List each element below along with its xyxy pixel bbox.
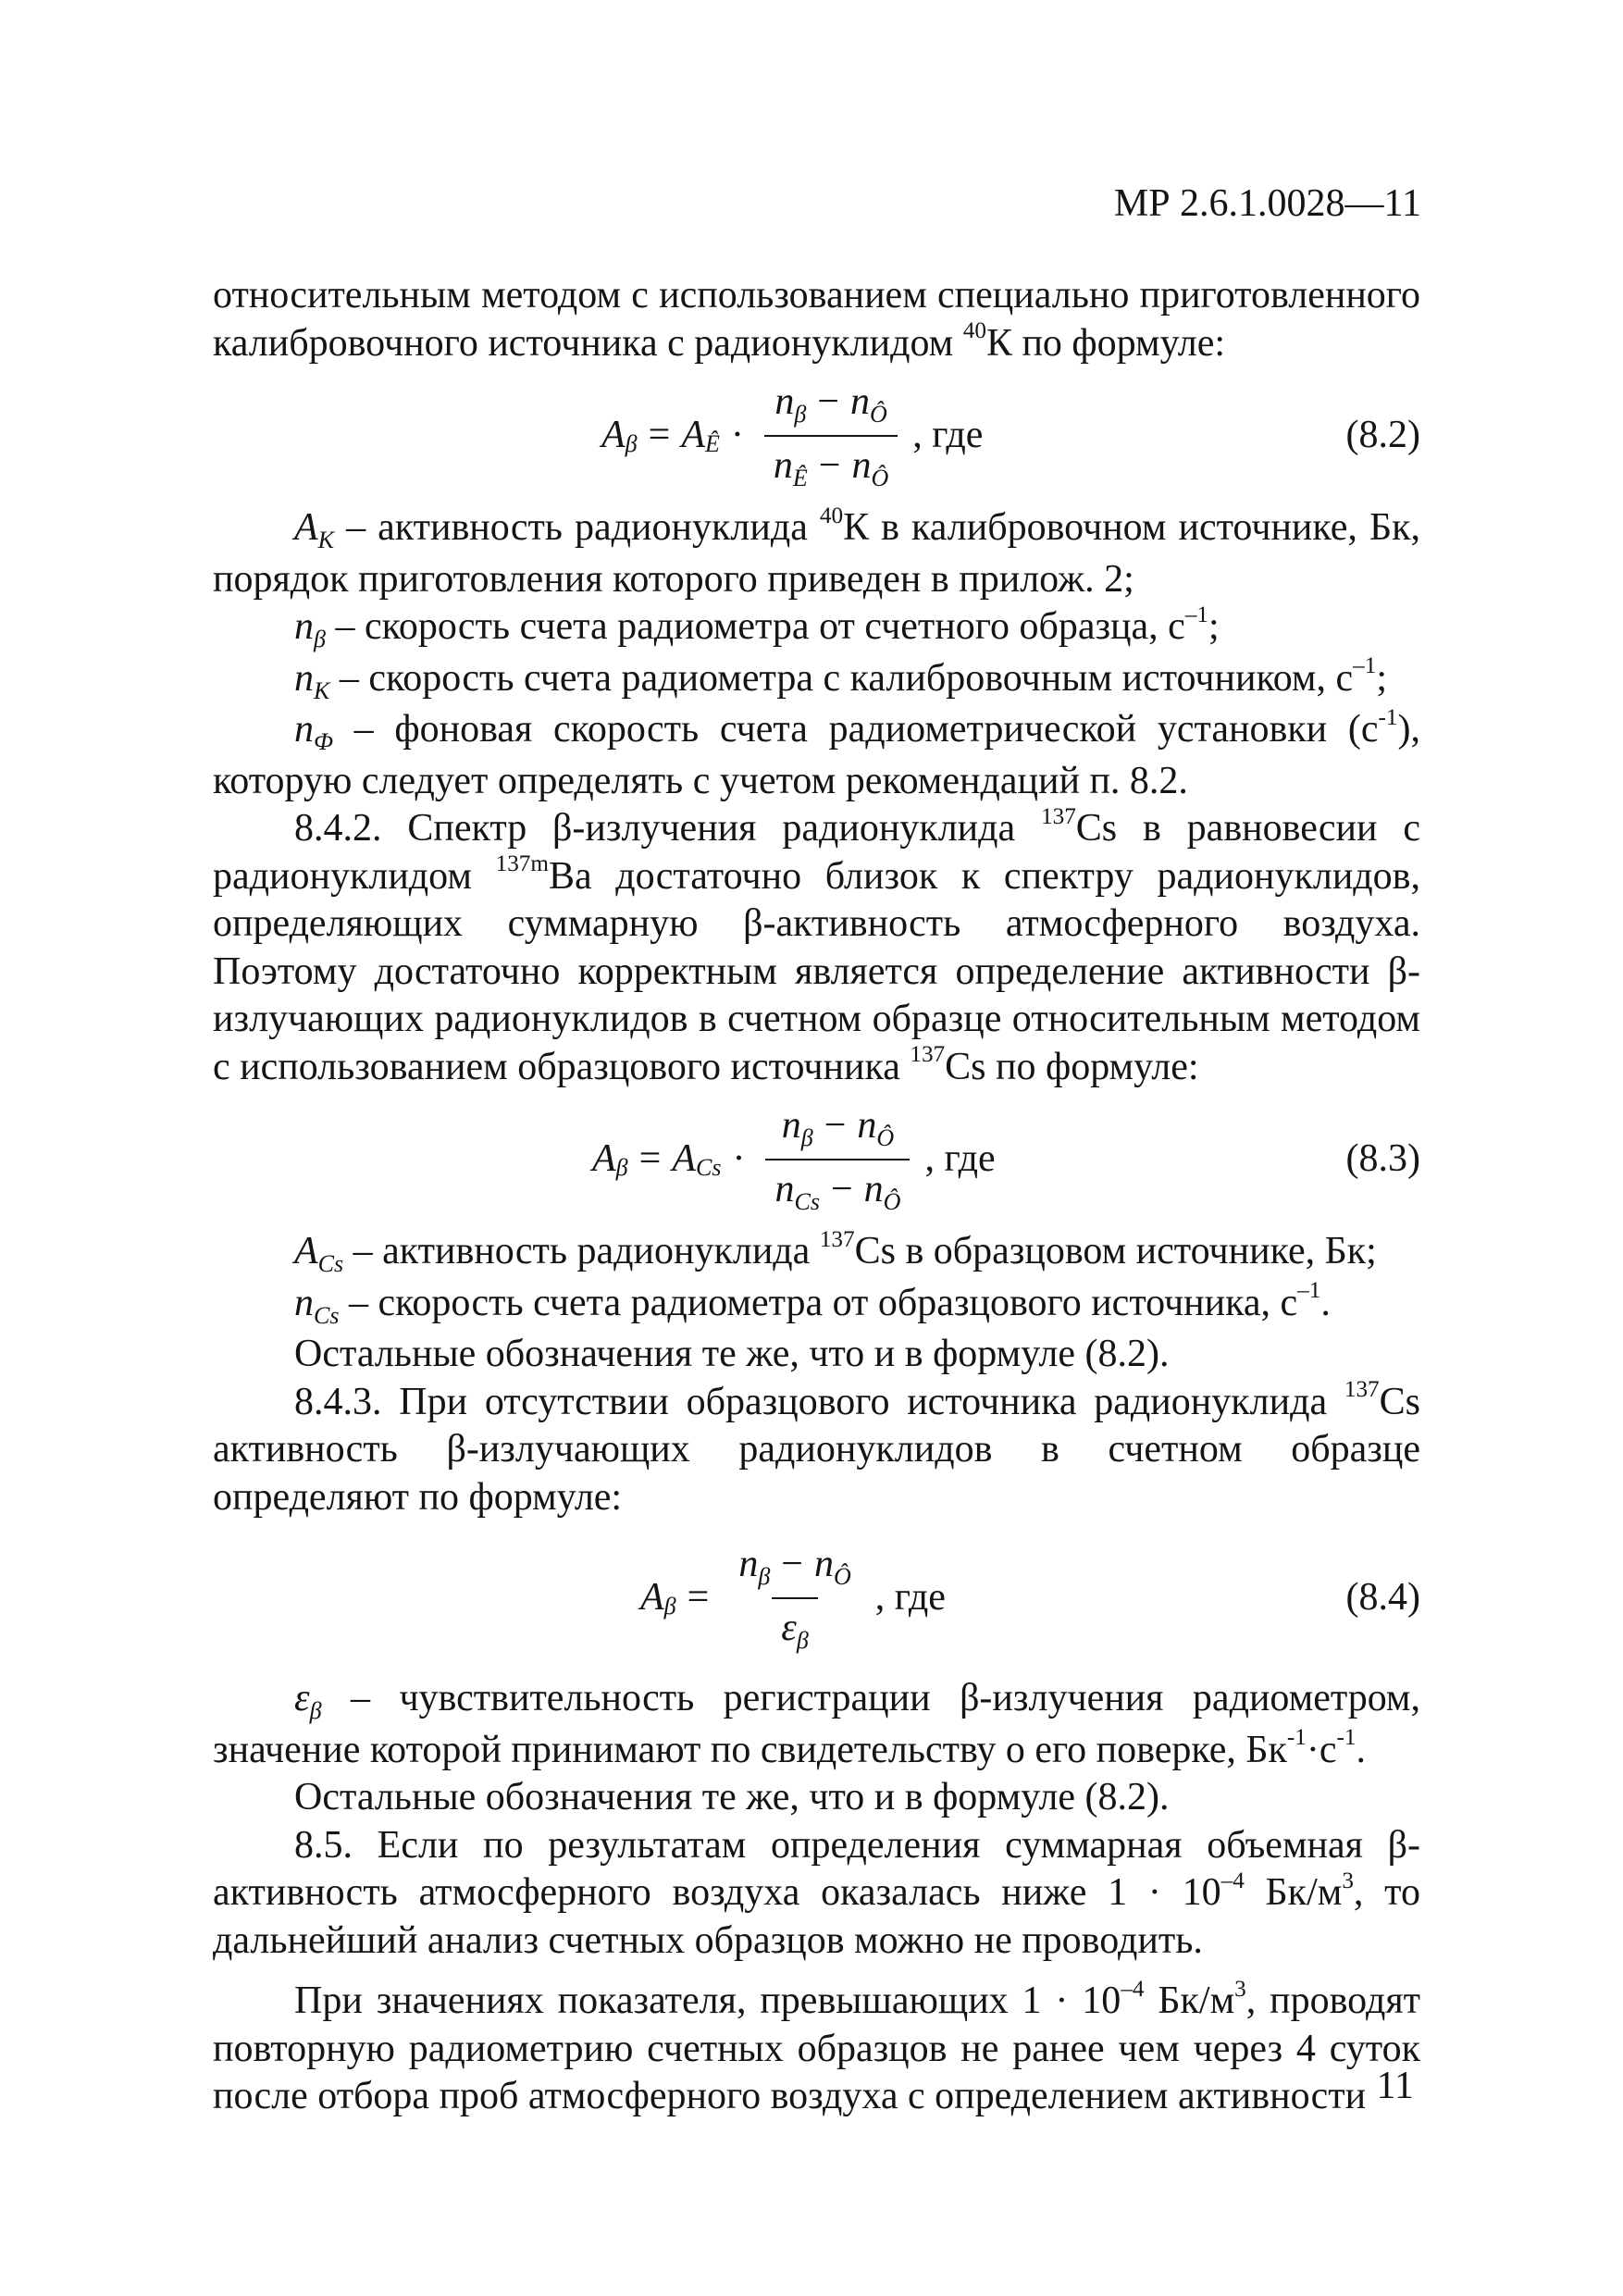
formula-operator: · (730, 414, 744, 457)
superscript: –1 (1297, 1278, 1321, 1304)
paragraph-8-4-2 (213, 805, 1420, 1091)
formula-subscript: β (796, 1627, 809, 1655)
text-run: К по формуле: (985, 321, 1226, 365)
paragraph-intro (213, 272, 1420, 367)
subscript: β (309, 1697, 322, 1725)
formula-8-4 (213, 1521, 1420, 1675)
text-run: – скорость счета радиометра от образцового источника, с (339, 1281, 1298, 1324)
formula-operator: − (824, 1103, 847, 1147)
definition-ncs (213, 1280, 1420, 1332)
formula-subscript: Cs (794, 1188, 820, 1216)
definition-nf (213, 706, 1420, 805)
formula-subscript: Ô (876, 1123, 895, 1151)
formula-subscript: β (758, 1562, 771, 1590)
formula-symbol: A (592, 1137, 616, 1181)
fraction-numerator (773, 1102, 903, 1160)
superscript: -1 (1378, 704, 1398, 730)
formula-symbol: n (863, 1168, 884, 1210)
formula-tail-text: , где (874, 1576, 946, 1620)
formula-fraction (765, 1102, 910, 1218)
formula-8-3 (213, 1091, 1420, 1228)
superscript: –4 (1220, 1868, 1245, 1893)
text-run: – скорость счета радиометра от счетного образца, с (325, 605, 1185, 648)
symbol: ε (294, 1677, 310, 1719)
text-run: К в калибровочном источнике, Бк, порядок приготовления которого приведен в прилож. 2; (213, 506, 1420, 601)
formula-symbol: n (738, 1542, 759, 1585)
text-run: Бк/м (1244, 1871, 1343, 1914)
formula-operator: = (687, 1576, 710, 1620)
formula-operator: − (830, 1168, 853, 1210)
subscript: K (314, 676, 330, 704)
formula-tail-text: , где (912, 414, 984, 457)
subscript: Cs (314, 1301, 340, 1329)
text-run: , то дальнейший анализ счетных образцов можно не проводить. (213, 1871, 1420, 1962)
paragraph-8-5 (213, 1822, 1420, 1966)
formula-number: (8.2) (1345, 414, 1420, 457)
superscript: 137m (495, 851, 549, 877)
fraction-denominator (765, 1159, 910, 1218)
text-run: Ba достаточно близок к спектру радионуклидов, определяющих суммарную β-активность атмосферного воздуха. Поэтому достаточно корректным является определение активности β-излучающих радионуклидов в счетном образце относительным методом с использованием образцового источника (213, 854, 1421, 1088)
document-code-header: МР 2.6.1.0028—11 (1113, 182, 1421, 225)
superscript: 3 (1234, 1976, 1246, 2002)
paragraph-rest-1: Остальные обозначения те же, что и в формуле (8.2). (294, 1333, 1170, 1375)
definition-nb (213, 603, 1420, 655)
text-run: – фоновая скорость счета радиометрической установки (с (332, 708, 1379, 751)
text-run: 8.4.2. Спектр β-излучения радионуклида (294, 807, 1041, 850)
superscript: 137 (819, 1226, 855, 1252)
fraction-denominator (764, 435, 898, 494)
text-run: – скорость счета радиометра с калибровочным источником, с (329, 656, 1354, 700)
symbol: n (294, 1281, 314, 1324)
subscript: β (314, 626, 326, 653)
formula-subscript: β (615, 1154, 628, 1182)
formula-operator: = (638, 1137, 662, 1181)
superscript: –1 (1184, 602, 1208, 627)
formula-symbol: ε (781, 1607, 797, 1649)
superscript: –1 (1353, 653, 1377, 679)
formula-subscript: Ô (883, 1188, 901, 1216)
formula-symbol: n (813, 1542, 834, 1585)
formula-subscript: Ô (870, 400, 887, 428)
superscript: 40 (962, 318, 986, 344)
formula-symbol: n (857, 1103, 877, 1147)
symbol: n (294, 605, 314, 648)
superscript: 137 (910, 1042, 946, 1068)
formula-symbol: A (640, 1576, 664, 1620)
formula-operator: · (732, 1137, 746, 1181)
formula-subscript: β (663, 1593, 676, 1620)
definition-eps (213, 1675, 1420, 1774)
formula-symbol: n (781, 1103, 801, 1147)
superscript: 137 (1344, 1377, 1380, 1403)
formula-body (601, 367, 983, 504)
text-run: При значениях показателя, превышающих 1 · 10 (294, 1980, 1121, 2022)
definition-acs (213, 1228, 1420, 1280)
subscript: Cs (317, 1250, 344, 1278)
superscript: -1 (1286, 1725, 1307, 1751)
text-run: Cs в равновесии с радионуклидом (213, 807, 1420, 898)
subscript: Ф (314, 728, 333, 756)
symbol: n (294, 708, 314, 751)
text-run: Бк/м (1144, 1980, 1235, 2022)
text-run: Cs в образцовом источнике, Бк; (854, 1230, 1377, 1272)
fraction-numerator (729, 1541, 860, 1598)
fraction-numerator (765, 379, 896, 436)
formula-subscript: β (800, 1123, 813, 1151)
superscript: –4 (1121, 1976, 1145, 2002)
formula-symbol: A (601, 414, 626, 457)
text-run: 8.5. Если по результатам определения суммарная объемная β-активность атмосферного воздуха оказалась ниже 1 · 10 (213, 1823, 1420, 1914)
paragraph-threshold (213, 1978, 1420, 2121)
page-number: 11 (1376, 2065, 1414, 2107)
body-text (213, 272, 1420, 2121)
formula-8-2 (213, 367, 1420, 504)
formula-body (640, 1521, 946, 1675)
formula-symbol: n (851, 444, 872, 487)
formula-fraction (764, 379, 898, 494)
formula-tail-text: , где (924, 1137, 996, 1181)
formula-operator: = (648, 414, 671, 457)
formula-subscript: Cs (695, 1154, 722, 1182)
paragraph-8-4-3 (213, 1379, 1420, 1522)
formula-symbol: n (850, 379, 870, 423)
formula-fraction (729, 1541, 860, 1657)
formula-number: (8.3) (1345, 1137, 1420, 1181)
text-run: – активность радионуклида (343, 1230, 820, 1272)
formula-subscript: Ê (792, 465, 808, 492)
symbol: n (294, 656, 314, 700)
formula-symbol: n (774, 1168, 795, 1210)
text-run: – чувствительность регистрации β-излучения радиометром, значение которой принимают по свидетельству о его поверке, Бк (213, 1677, 1420, 1771)
formula-body (592, 1091, 996, 1228)
symbol: A (294, 1230, 318, 1272)
text-run: Cs по формуле: (945, 1045, 1199, 1088)
subscript: K (317, 527, 335, 554)
text-run: , проводят повторную радиометрию счетных образцов не ранее чем через 4 суток после отбора проб атмосферного воздуха с определением активности (213, 1980, 1420, 2117)
text-run: относительным методом с использованием специально приготовленного калибровочного источника с радионуклидом (213, 274, 1420, 365)
text-run: 8.4.3. При отсутствии образцового источника радионуклида (294, 1380, 1344, 1423)
formula-subscript: β (625, 430, 638, 458)
formula-subscript: Ô (833, 1562, 851, 1590)
formula-operator: − (781, 1542, 803, 1585)
formula-symbol: n (773, 444, 793, 487)
paragraph-rest-2: Остальные обозначения те же, что и в формуле (8.2). (294, 1776, 1170, 1818)
superscript: 137 (1041, 803, 1076, 829)
formula-operator: − (818, 444, 841, 487)
superscript: 40 (819, 503, 844, 528)
formula-symbol: A (681, 414, 705, 457)
superscript: -1 (1336, 1725, 1357, 1751)
formula-operator: − (817, 379, 839, 423)
text-run: – активность радионуклида (334, 506, 820, 549)
formula-subscript: β (794, 400, 807, 428)
fraction-denominator (772, 1597, 818, 1657)
text-run: ·с (1306, 1728, 1337, 1771)
formula-number: (8.4) (1345, 1576, 1420, 1620)
text-run: ; (1208, 605, 1220, 648)
definition-ak (213, 504, 1420, 603)
definition-nk (213, 655, 1420, 707)
formula-subscript: Ê (704, 430, 720, 458)
text-run: Cs активность β-излучающих радионуклидов в счетном образце определяют по формуле: (213, 1380, 1420, 1519)
superscript: 3 (1342, 1868, 1354, 1893)
symbol: A (294, 506, 318, 549)
text-run: . (1356, 1728, 1366, 1771)
text-run: . (1320, 1281, 1331, 1324)
text-run: ; (1376, 656, 1388, 700)
text-run: ), которую следует определять с учетом рекомендаций п. 8.2. (213, 708, 1420, 802)
formula-symbol: n (774, 379, 795, 423)
formula-subscript: Ô (871, 465, 889, 492)
formula-symbol: A (672, 1137, 696, 1181)
